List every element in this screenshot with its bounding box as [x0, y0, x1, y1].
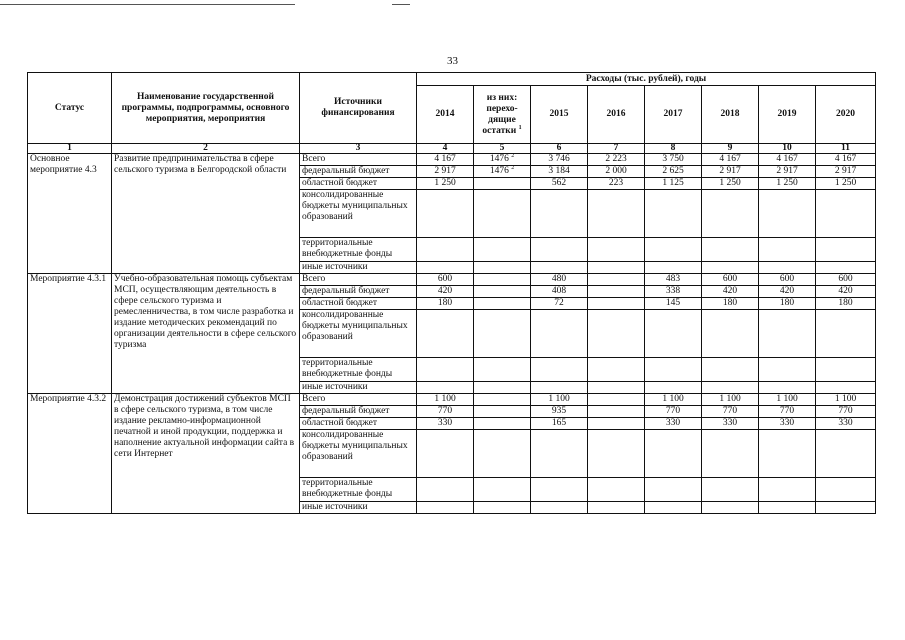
header-year-2017: 2017	[645, 86, 702, 144]
value-cell	[588, 286, 645, 298]
value-cell: 600	[816, 274, 876, 286]
value-cell: 180	[759, 298, 816, 310]
value-cell: 330	[417, 418, 474, 430]
value-cell: 1 250	[816, 178, 876, 190]
source-municipal: консолидированные бюджеты муниципальных образований	[300, 430, 417, 478]
value-cell: 1 250	[759, 178, 816, 190]
source-other: иные источники	[300, 382, 417, 394]
value-cell: 145	[645, 298, 702, 310]
value-cell: 770	[702, 406, 759, 418]
value-cell: 1 100	[417, 394, 474, 406]
header-year-2019: 2019	[759, 86, 816, 144]
header-year-2016: 2016	[588, 86, 645, 144]
source-total: Всего	[300, 394, 417, 406]
value-cell	[588, 274, 645, 286]
value-cell: 3 746	[531, 154, 588, 166]
value-cell	[474, 178, 531, 190]
column-number: 1	[28, 144, 112, 154]
value-cell: 165	[531, 418, 588, 430]
value-cell: 3 750	[645, 154, 702, 166]
value-cell	[588, 406, 645, 418]
value-cell	[474, 274, 531, 286]
value-cell: 1 250	[417, 178, 474, 190]
value-cell: 2 917	[702, 166, 759, 178]
row-status: Основное мероприятие 4.3	[28, 154, 112, 274]
value-cell: 770	[759, 406, 816, 418]
table-row	[28, 394, 876, 406]
row-status: Мероприятие 4.3.2	[28, 394, 112, 514]
header-of-which: из них: перехо-дящие остатки $^1$	[474, 86, 531, 144]
header-name: Наименование государственной программы, подпрограммы, основного мероприятия, мероприятия	[112, 73, 300, 144]
scan-artifact-top-mid	[392, 4, 410, 5]
source-federal: федеральный бюджет	[300, 166, 417, 178]
value-cell: 935	[531, 406, 588, 418]
value-cell: 1 100	[759, 394, 816, 406]
column-number: 2	[112, 144, 300, 154]
value-cell	[588, 298, 645, 310]
financing-table	[27, 72, 876, 514]
value-cell	[474, 286, 531, 298]
page-number: 33	[447, 55, 458, 67]
value-cell: 338	[645, 286, 702, 298]
column-number: 3	[300, 144, 417, 154]
source-federal: федеральный бюджет	[300, 406, 417, 418]
value-cell	[474, 418, 531, 430]
value-cell: 1 100	[816, 394, 876, 406]
value-cell: 480	[531, 274, 588, 286]
source-extrabudget: территориальные внебюджетные фонды	[300, 238, 417, 262]
table-row	[28, 154, 876, 166]
value-cell	[474, 394, 531, 406]
value-cell: 770	[417, 406, 474, 418]
header-expenses: Расходы (тыс. рублей), годы	[417, 73, 876, 86]
table-row	[28, 274, 876, 286]
column-number: 8	[645, 144, 702, 154]
column-number: 7	[588, 144, 645, 154]
column-number: 4	[417, 144, 474, 154]
source-federal: федеральный бюджет	[300, 286, 417, 298]
value-cell: 420	[702, 286, 759, 298]
source-extrabudget: территориальные внебюджетные фонды	[300, 358, 417, 382]
value-cell: 600	[702, 274, 759, 286]
column-number: 9	[702, 144, 759, 154]
column-number: 5	[474, 144, 531, 154]
row-name: Развитие предпринимательства в сфере сельского туризма в Белгородской области	[112, 154, 300, 274]
header-sources: Источники финансирования	[300, 73, 417, 144]
value-cell: 420	[816, 286, 876, 298]
value-cell	[474, 406, 531, 418]
value-cell: 180	[816, 298, 876, 310]
header-year-2015: 2015	[531, 86, 588, 144]
scan-artifact-top-left	[0, 4, 295, 5]
source-regional: областной бюджет	[300, 298, 417, 310]
source-other: иные источники	[300, 262, 417, 274]
column-number: 6	[531, 144, 588, 154]
source-municipal: консолидированные бюджеты муниципальных образований	[300, 310, 417, 358]
header-status: Статус	[28, 73, 112, 144]
value-cell: 180	[702, 298, 759, 310]
value-cell: 600	[759, 274, 816, 286]
value-cell: 223	[588, 178, 645, 190]
value-cell	[474, 298, 531, 310]
value-cell: 600	[417, 274, 474, 286]
source-other: иные источники	[300, 502, 417, 514]
value-cell: 4 167	[759, 154, 816, 166]
value-cell: 1476 $^2$	[474, 154, 531, 166]
header-year-2014: 2014	[417, 86, 474, 144]
value-cell: 72	[531, 298, 588, 310]
value-cell: 420	[759, 286, 816, 298]
value-cell: 2 917	[759, 166, 816, 178]
row-name: Учебно-образовательная помощь субъектам МСП, осуществляющим деятельность в сфере сельского туризма и ремесленничества, в том числе разработка и издание методических рекомендаций по организации деятельности в сфере сельского туризма	[112, 274, 300, 394]
value-cell: 330	[702, 418, 759, 430]
value-cell: 483	[645, 274, 702, 286]
value-cell: 1 100	[645, 394, 702, 406]
header-year-2020: 2020	[816, 86, 876, 144]
value-cell: 330	[759, 418, 816, 430]
value-cell: 2 917	[417, 166, 474, 178]
row-status: Мероприятие 4.3.1	[28, 274, 112, 394]
value-cell: 408	[531, 286, 588, 298]
value-cell: 2 223	[588, 154, 645, 166]
source-regional: областной бюджет	[300, 418, 417, 430]
source-extrabudget: территориальные внебюджетные фонды	[300, 478, 417, 502]
value-cell: 1 125	[645, 178, 702, 190]
value-cell: 770	[816, 406, 876, 418]
value-cell: 3 184	[531, 166, 588, 178]
source-regional: областной бюджет	[300, 178, 417, 190]
value-cell: 1476 $^2$	[474, 166, 531, 178]
value-cell: 562	[531, 178, 588, 190]
value-cell: 180	[417, 298, 474, 310]
value-cell: 330	[816, 418, 876, 430]
value-cell: 420	[417, 286, 474, 298]
value-cell: 2 625	[645, 166, 702, 178]
value-cell: 4 167	[417, 154, 474, 166]
value-cell: 1 100	[702, 394, 759, 406]
source-total: Всего	[300, 154, 417, 166]
value-cell: 330	[645, 418, 702, 430]
source-total: Всего	[300, 274, 417, 286]
value-cell	[588, 394, 645, 406]
value-cell	[588, 418, 645, 430]
value-cell: 1 100	[531, 394, 588, 406]
value-cell: 4 167	[702, 154, 759, 166]
value-cell: 1 250	[702, 178, 759, 190]
value-cell: 2 917	[816, 166, 876, 178]
column-number: 10	[759, 144, 816, 154]
value-cell: 2 000	[588, 166, 645, 178]
value-cell: 4 167	[816, 154, 876, 166]
header-year-2018: 2018	[702, 86, 759, 144]
source-municipal: консолидированные бюджеты муниципальных образований	[300, 190, 417, 238]
value-cell: 770	[645, 406, 702, 418]
column-number: 11	[816, 144, 876, 154]
row-name: Демонстрация достижений субъектов МСП в сфере сельского туризма, в том числе издание рекламно-информационной печатной и иной продукции, поддержка и наполнение актуальной информации сайта в сети Интернет	[112, 394, 300, 514]
